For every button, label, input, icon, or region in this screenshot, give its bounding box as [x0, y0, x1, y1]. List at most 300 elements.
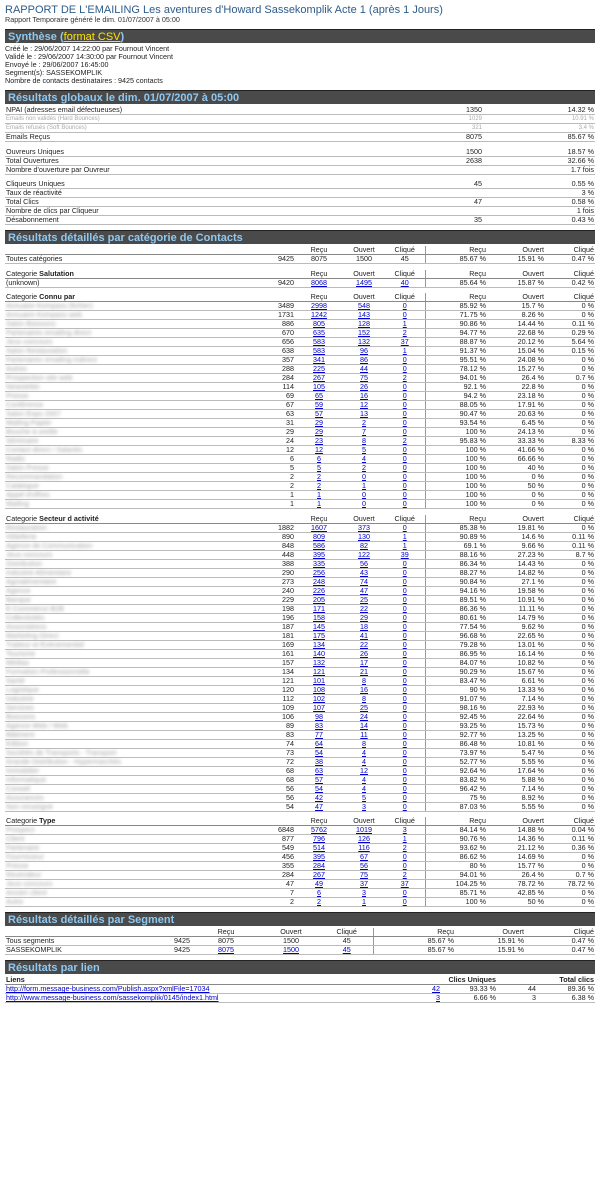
- row-recu-link[interactable]: 796: [313, 834, 325, 843]
- category-label: [5, 293, 255, 302]
- row-clique-link[interactable]: 0: [402, 667, 407, 676]
- row-ouvert-link[interactable]: 67: [360, 852, 368, 861]
- row-recu-link[interactable]: 132: [313, 658, 325, 667]
- row-ouvert: [343, 631, 385, 640]
- row-ouvert-link[interactable]: 0: [362, 490, 366, 499]
- row-label: Assurances: [5, 793, 255, 802]
- row-clique-link[interactable]: 0: [402, 463, 407, 472]
- row-clique-link[interactable]: 1: [402, 532, 407, 541]
- row-clique-link[interactable]: 0: [402, 472, 407, 481]
- row-recu-link[interactable]: 29: [315, 418, 323, 427]
- row-clique-link[interactable]: 0: [402, 499, 407, 508]
- row-clique-link[interactable]: 0: [402, 766, 407, 775]
- row-recu-link[interactable]: 805: [313, 319, 325, 328]
- row-total: 229: [255, 595, 295, 604]
- row-recu: [295, 766, 343, 775]
- row-ouvert: [343, 437, 385, 446]
- segment-pct-ouvert: 15.91 %: [455, 946, 525, 955]
- row-ouvert-link[interactable]: 1495: [356, 278, 372, 287]
- row-clique-link[interactable]: 0: [402, 604, 407, 613]
- row-recu-link[interactable]: 341: [313, 355, 325, 364]
- row-clique-link[interactable]: 0: [402, 595, 407, 604]
- row-clique-link[interactable]: 0: [402, 852, 407, 861]
- csv-link[interactable]: format CSV: [63, 31, 121, 43]
- row-label: (unknown): [5, 278, 255, 287]
- row-recu: [295, 523, 343, 532]
- row-ouvert-link[interactable]: 4: [362, 748, 366, 757]
- row-clique-link[interactable]: 0: [402, 568, 407, 577]
- row-recu-link[interactable]: 101: [313, 676, 325, 685]
- row-recu-link[interactable]: 395: [313, 852, 325, 861]
- row-recu-link[interactable]: 248: [313, 577, 325, 586]
- row-recu-link[interactable]: 64: [315, 739, 323, 748]
- row-recu-link[interactable]: 6: [317, 888, 321, 897]
- row-clique-link[interactable]: 39: [400, 550, 409, 559]
- row-clique: [385, 721, 425, 730]
- global-row: [5, 106, 595, 115]
- row-clique-link[interactable]: 0: [402, 613, 407, 622]
- row-clique-link[interactable]: 0: [402, 445, 407, 454]
- row-clique-link[interactable]: 0: [402, 631, 407, 640]
- row-ouvert-link[interactable]: 12: [360, 766, 368, 775]
- category-title: [6, 293, 75, 301]
- link-url: [5, 985, 405, 994]
- row-clique-link[interactable]: 0: [402, 382, 407, 391]
- row-pct-ouvert: 6.61 %: [487, 676, 545, 685]
- global-row: [5, 124, 595, 133]
- row-clique: [385, 898, 425, 907]
- row-ouvert-link[interactable]: 26: [360, 382, 368, 391]
- row-clique-link[interactable]: 0: [402, 640, 407, 649]
- row-ouvert: [343, 302, 385, 311]
- row-clique: [385, 739, 425, 748]
- row-recu-link[interactable]: 107: [313, 703, 325, 712]
- row-ouvert-link[interactable]: 8: [362, 676, 366, 685]
- row-label: Salon Restauration: [5, 347, 255, 356]
- row-total: 638: [255, 347, 295, 356]
- row-clique-link[interactable]: 0: [402, 409, 407, 418]
- table-row: [5, 541, 595, 550]
- link-uniques-link[interactable]: 42: [432, 984, 440, 993]
- row-recu-link[interactable]: 1607: [311, 523, 327, 532]
- row-clique-link[interactable]: 0: [402, 712, 407, 721]
- row-clique-link[interactable]: 1: [402, 319, 407, 328]
- row-clique-link[interactable]: 0: [402, 775, 407, 784]
- row-clique-link[interactable]: 0: [402, 454, 407, 463]
- row-total: 73: [255, 748, 295, 757]
- row-recu-link[interactable]: 59: [315, 400, 323, 409]
- row-label: Traiteur et Evénementiel: [5, 640, 255, 649]
- row-recu-link[interactable]: 267: [313, 870, 325, 879]
- row-clique-link[interactable]: 2: [402, 436, 407, 445]
- row-recu-link[interactable]: 583: [313, 346, 325, 355]
- row-ouvert-link[interactable]: 16: [360, 685, 368, 694]
- row-recu-link[interactable]: 225: [313, 364, 325, 373]
- row-total: 54: [255, 802, 295, 811]
- row-recu: [295, 541, 343, 550]
- table-row: [5, 784, 595, 793]
- row-total: 273: [255, 577, 295, 586]
- link-url-link[interactable]: http://www.message-business.com/sassekomplik/0145/index1.html: [6, 993, 219, 1002]
- row-recu-link[interactable]: 2: [317, 472, 321, 481]
- row-recu-link[interactable]: 2: [317, 897, 321, 906]
- row-ouvert-link[interactable]: 4: [362, 775, 366, 784]
- row-recu-link[interactable]: 205: [313, 595, 325, 604]
- row-ouvert-link[interactable]: 126: [358, 834, 370, 843]
- row-ouvert: [343, 880, 385, 889]
- row-ouvert-link[interactable]: 4: [362, 784, 366, 793]
- row-ouvert-link[interactable]: 75: [360, 870, 368, 879]
- row-pct-recu: 92.64 %: [425, 766, 487, 775]
- row-ouvert-link[interactable]: 26: [360, 649, 368, 658]
- row-ouvert-link[interactable]: 0: [362, 472, 366, 481]
- row-recu-link[interactable]: 105: [313, 382, 325, 391]
- row-ouvert-link[interactable]: 47: [360, 586, 368, 595]
- row-recu-link[interactable]: 586: [313, 541, 325, 550]
- table-row: [5, 604, 595, 613]
- link-uniques-link[interactable]: 3: [436, 993, 440, 1002]
- row-ouvert: [343, 446, 385, 455]
- row-recu-link[interactable]: 514: [313, 843, 325, 852]
- row-ouvert-link[interactable]: 143: [358, 310, 370, 319]
- row-recu-link[interactable]: 8068: [311, 278, 327, 287]
- row-pct-recu: 100 %: [425, 482, 487, 491]
- row-recu-link[interactable]: 83: [315, 721, 323, 730]
- row-ouvert-link[interactable]: 44: [360, 364, 368, 373]
- row-recu-link[interactable]: 395: [313, 550, 325, 559]
- row-recu-link[interactable]: 1: [317, 490, 321, 499]
- row-recu-link[interactable]: 1: [317, 499, 321, 508]
- row-clique-link[interactable]: 0: [402, 748, 407, 757]
- row-ouvert-link[interactable]: 56: [360, 861, 368, 870]
- global-value: 8075: [405, 133, 483, 142]
- header-pct-clique: Cliqué: [545, 293, 595, 302]
- row-recu-link[interactable]: 5: [317, 463, 321, 472]
- row-recu-link[interactable]: 134: [313, 640, 325, 649]
- row-ouvert-link[interactable]: 1019: [356, 825, 372, 834]
- row-total: 89: [255, 721, 295, 730]
- row-recu: [295, 757, 343, 766]
- row-clique-link[interactable]: 1: [402, 834, 407, 843]
- row-clique: [385, 320, 425, 329]
- row-recu-link[interactable]: 23: [315, 436, 323, 445]
- link-url-link[interactable]: http://form.message-business.com/Publish.aspx?xmlFile=17034: [6, 984, 210, 993]
- row-ouvert-link[interactable]: 128: [358, 319, 370, 328]
- row-clique-link[interactable]: 0: [402, 577, 407, 586]
- row-ouvert-link[interactable]: 12: [360, 400, 368, 409]
- row-pct-ouvert: 20.63 %: [487, 410, 545, 419]
- row-ouvert-link[interactable]: 82: [360, 541, 368, 550]
- row-clique-link[interactable]: 0: [402, 721, 407, 730]
- category-header-row: [5, 246, 595, 255]
- row-label: Ancien client: [5, 889, 255, 898]
- row-pct-recu: 88.27 %: [425, 568, 487, 577]
- row-pct-recu: 84.14 %: [425, 826, 487, 835]
- row-ouvert-link[interactable]: 3: [362, 888, 366, 897]
- row-ouvert-link[interactable]: 22: [360, 640, 368, 649]
- row-ouvert: [343, 844, 385, 853]
- row-clique-link[interactable]: 2: [402, 328, 407, 337]
- table-row: [5, 392, 595, 401]
- table-row: [5, 694, 595, 703]
- row-recu-link[interactable]: 63: [315, 766, 323, 775]
- row-clique: [385, 871, 425, 880]
- global-pct: 14.32 %: [483, 106, 595, 115]
- links-header-row: [5, 976, 595, 985]
- row-clique-link[interactable]: 1: [402, 346, 407, 355]
- row-recu-link[interactable]: 98: [315, 712, 323, 721]
- row-recu-link[interactable]: 140: [313, 649, 325, 658]
- row-recu-link[interactable]: 47: [315, 802, 323, 811]
- segment-clique-link[interactable]: 45: [342, 945, 351, 954]
- row-clique-link[interactable]: 0: [402, 694, 407, 703]
- row-total: 63: [255, 410, 295, 419]
- row-ouvert-link[interactable]: 4: [362, 454, 366, 463]
- row-clique-link[interactable]: 2: [402, 870, 407, 879]
- row-ouvert-link[interactable]: 132: [358, 337, 370, 346]
- row-clique-link[interactable]: 0: [402, 586, 407, 595]
- row-ouvert-link[interactable]: 3: [362, 802, 366, 811]
- row-recu-link[interactable]: 2: [317, 481, 321, 490]
- row-clique-link[interactable]: 37: [400, 337, 409, 346]
- row-ouvert-link[interactable]: 25: [360, 595, 368, 604]
- global-label: Nombre d'ouverture par Ouvreur: [5, 165, 405, 174]
- row-recu-link[interactable]: 54: [315, 748, 323, 757]
- row-recu-link[interactable]: 2998: [311, 301, 327, 310]
- row-ouvert-link[interactable]: 1: [362, 897, 366, 906]
- row-recu-link[interactable]: 12: [315, 445, 323, 454]
- row-ouvert-link[interactable]: 373: [358, 523, 370, 532]
- row-clique-link[interactable]: 0: [402, 490, 407, 499]
- row-recu-link[interactable]: 256: [313, 568, 325, 577]
- global-value: 1500: [405, 148, 483, 157]
- row-ouvert-link[interactable]: 22: [360, 604, 368, 613]
- row-pct-recu: 100 %: [425, 455, 487, 464]
- row-clique-link[interactable]: 0: [402, 364, 407, 373]
- row-clique-link[interactable]: 0: [402, 418, 407, 427]
- row-ouvert-link[interactable]: 8: [362, 739, 366, 748]
- row-clique-link[interactable]: 0: [402, 391, 407, 400]
- row-ouvert-link[interactable]: 130: [358, 532, 370, 541]
- row-recu-link[interactable]: 57: [315, 775, 323, 784]
- segment-ouvert-link[interactable]: 1500: [283, 945, 299, 954]
- row-clique-link[interactable]: 2: [402, 373, 407, 382]
- row-ouvert-link[interactable]: 41: [360, 631, 368, 640]
- row-ouvert-link[interactable]: 5: [362, 445, 366, 454]
- row-clique-link[interactable]: 40: [400, 278, 409, 287]
- row-recu-link[interactable]: 635: [313, 328, 325, 337]
- header-pct-ouvert: Ouvert: [487, 515, 545, 524]
- row-ouvert-link[interactable]: 37: [360, 879, 368, 888]
- row-recu-link[interactable]: 335: [313, 559, 325, 568]
- row-recu-link[interactable]: 65: [315, 391, 323, 400]
- row-pct-ouvert: 27.1 %: [487, 577, 545, 586]
- row-ouvert-link[interactable]: 14: [360, 721, 368, 730]
- row-clique-link[interactable]: 0: [402, 897, 407, 906]
- row-ouvert-link[interactable]: 152: [358, 328, 370, 337]
- row-clique-link[interactable]: 0: [402, 784, 407, 793]
- row-ouvert-link[interactable]: 74: [360, 577, 368, 586]
- row-total: 2: [255, 898, 295, 907]
- global-label: Total Ouvertures: [5, 156, 405, 165]
- row-recu: [295, 401, 343, 410]
- row-label: Salon Boissons: [5, 320, 255, 329]
- row-ouvert-link[interactable]: 17: [360, 658, 368, 667]
- row-recu-link[interactable]: 583: [313, 337, 325, 346]
- row-ouvert: [343, 559, 385, 568]
- row-ouvert-link[interactable]: 75: [360, 373, 368, 382]
- row-recu-link[interactable]: 284: [313, 861, 325, 870]
- row-total: 24: [255, 437, 295, 446]
- row-pct-clique: 0 %: [545, 631, 595, 640]
- row-total: 5: [255, 464, 295, 473]
- table-row: [5, 658, 595, 667]
- report-title-prefix: RAPPORT DE L'EMAILING: [5, 4, 140, 16]
- row-ouvert: [343, 365, 385, 374]
- row-recu: [295, 577, 343, 586]
- row-clique-link[interactable]: 0: [402, 400, 407, 409]
- segment-recu-link[interactable]: 8075: [218, 945, 234, 954]
- row-clique-link[interactable]: 0: [402, 793, 407, 802]
- row-clique-link[interactable]: 0: [402, 301, 407, 310]
- row-recu-link[interactable]: 57: [315, 409, 323, 418]
- row-ouvert-link[interactable]: 8: [362, 436, 366, 445]
- row-pct-ouvert: 17.64 %: [487, 766, 545, 775]
- row-recu-link[interactable]: 226: [313, 586, 325, 595]
- row-clique-link[interactable]: 0: [402, 355, 407, 364]
- row-ouvert-link[interactable]: 21: [360, 667, 368, 676]
- row-ouvert: [343, 667, 385, 676]
- row-recu-link[interactable]: 175: [313, 631, 325, 640]
- row-ouvert: [343, 401, 385, 410]
- table-row: [5, 835, 595, 844]
- row-ouvert-link[interactable]: 548: [358, 301, 370, 310]
- category-name: Connu par: [39, 293, 76, 301]
- row-recu-link[interactable]: 171: [313, 604, 325, 613]
- row-recu-link[interactable]: 6: [317, 454, 321, 463]
- row-pct-recu: 69.1 %: [425, 541, 487, 550]
- row-ouvert-link[interactable]: 2: [362, 463, 366, 472]
- row-label: Informatique: [5, 775, 255, 784]
- row-pct-recu: 75 %: [425, 793, 487, 802]
- row-ouvert-link[interactable]: 16: [360, 391, 368, 400]
- row-recu-link[interactable]: 158: [313, 613, 325, 622]
- row-clique-link[interactable]: 0: [402, 888, 407, 897]
- row-recu-link[interactable]: 108: [313, 685, 325, 694]
- row-clique-link[interactable]: 0: [402, 649, 407, 658]
- row-recu-link[interactable]: 5762: [311, 825, 327, 834]
- row-clique-link[interactable]: 0: [402, 523, 407, 532]
- row-clique-link[interactable]: 0: [402, 861, 407, 870]
- row-ouvert-link[interactable]: 56: [360, 559, 368, 568]
- row-label: Client: [5, 835, 255, 844]
- row-recu: [295, 793, 343, 802]
- row-recu-link[interactable]: 38: [315, 757, 323, 766]
- row-recu-link[interactable]: 29: [315, 427, 323, 436]
- row-label: Tourisme: [5, 649, 255, 658]
- table-row: [5, 667, 595, 676]
- row-ouvert-link[interactable]: 13: [360, 409, 368, 418]
- row-ouvert-link[interactable]: 24: [360, 712, 368, 721]
- row-ouvert-link[interactable]: 29: [360, 613, 368, 622]
- row-recu-link[interactable]: 54: [315, 784, 323, 793]
- global-pct: 1 fois: [483, 207, 595, 216]
- row-pct-recu: 92.1 %: [425, 383, 487, 392]
- global-results-table: [5, 106, 595, 225]
- row-recu: [295, 347, 343, 356]
- row-ouvert-link[interactable]: 7: [362, 427, 366, 436]
- row-clique-link[interactable]: 0: [402, 658, 407, 667]
- row-ouvert-link[interactable]: 11: [360, 730, 368, 739]
- row-ouvert-link[interactable]: 5: [362, 793, 366, 802]
- row-recu-link[interactable]: 145: [313, 622, 325, 631]
- row-pct-ouvert: 0 %: [487, 500, 545, 509]
- row-recu-link[interactable]: 809: [313, 532, 325, 541]
- row-clique-link[interactable]: 3: [402, 825, 407, 834]
- category-name: Type: [39, 817, 56, 825]
- row-ouvert-link[interactable]: 18: [360, 622, 368, 631]
- row-recu-link[interactable]: 77: [315, 730, 323, 739]
- row-clique-link[interactable]: 0: [402, 802, 407, 811]
- row-clique-link[interactable]: 1: [402, 541, 407, 550]
- row-ouvert-link[interactable]: 96: [360, 346, 368, 355]
- row-clique-link[interactable]: 0: [402, 622, 407, 631]
- row-pct-ouvert: 14.44 %: [487, 320, 545, 329]
- row-recu-link[interactable]: 42: [315, 793, 323, 802]
- row-clique-link[interactable]: 0: [402, 559, 407, 568]
- link-uniques: [405, 994, 441, 1003]
- row-ouvert-link[interactable]: 25: [360, 703, 368, 712]
- synthese-line: Envoyé le : 29/06/2007 16:45:00: [5, 60, 109, 69]
- row-recu-link[interactable]: 267: [313, 373, 325, 382]
- row-recu-link[interactable]: 49: [315, 879, 323, 888]
- row-clique-link[interactable]: 0: [402, 730, 407, 739]
- row-ouvert-link[interactable]: 8: [362, 694, 366, 703]
- row-ouvert-link[interactable]: 4: [362, 757, 366, 766]
- row-clique-link[interactable]: 0: [402, 427, 407, 436]
- row-recu-link[interactable]: 121: [313, 667, 325, 676]
- row-ouvert-link[interactable]: 1: [362, 481, 366, 490]
- row-ouvert-link[interactable]: 2: [362, 418, 366, 427]
- row-pct-ouvert: 13.01 %: [487, 640, 545, 649]
- table-row: [5, 428, 595, 437]
- row-clique-link[interactable]: 2: [402, 843, 407, 852]
- row-ouvert-link[interactable]: 0: [362, 499, 366, 508]
- row-clique-link[interactable]: 37: [400, 879, 409, 888]
- row-pct-clique: 0 %: [545, 658, 595, 667]
- row-clique-link[interactable]: 0: [402, 703, 407, 712]
- row-clique-link[interactable]: 0: [402, 685, 407, 694]
- row-pct-ouvert: 7.14 %: [487, 694, 545, 703]
- row-clique: [385, 329, 425, 338]
- row-ouvert-link[interactable]: 122: [358, 550, 370, 559]
- row-recu: [295, 748, 343, 757]
- row-recu-link[interactable]: 102: [313, 694, 325, 703]
- row-clique-link[interactable]: 0: [402, 757, 407, 766]
- row-clique-link[interactable]: 0: [402, 481, 407, 490]
- row-clique-link[interactable]: 0: [402, 739, 407, 748]
- row-pct-ouvert: 21.12 %: [487, 844, 545, 853]
- category-header-row: [5, 270, 595, 279]
- row-clique-link[interactable]: 0: [402, 676, 407, 685]
- row-ouvert-link[interactable]: 86: [360, 355, 368, 364]
- row-ouvert-link[interactable]: 116: [358, 843, 370, 852]
- row-clique-link[interactable]: 0: [402, 310, 407, 319]
- row-recu-link[interactable]: 1242: [311, 310, 327, 319]
- global-pct: 10.91 %: [483, 115, 595, 124]
- row-clique: [385, 428, 425, 437]
- row-ouvert-link[interactable]: 43: [360, 568, 368, 577]
